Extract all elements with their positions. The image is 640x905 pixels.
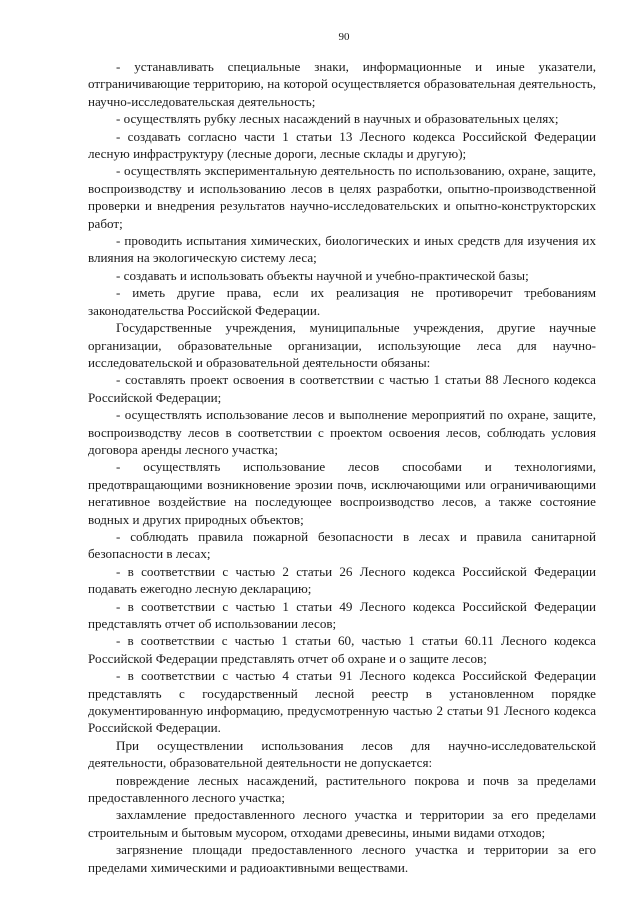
- prohibition-damage: повреждение лесных насаждений, растительного покрова и почв за пределами предоставленного лесного участка;: [88, 772, 596, 806]
- list-item-logging: - осуществлять рубку лесных насаждений в научных и образовательных целях;: [116, 111, 559, 127]
- page-number: 90: [338, 31, 350, 43]
- obligations-intro: Государственные учреждения, муниципальные учреждения, другие научные организации, образовательные организации, использующие леса для научно-исследовательской и образовательной деятельности обязаны:: [88, 320, 596, 370]
- list-item-experimental-activity: - осуществлять экспериментальную деятельность по использованию, охране, защите, воспроизводству и использованию лесов в целях разработки, опытно-производственной проверки и внедрения результатов научно-исследовательских и опытно-конструкторских работ;: [88, 163, 596, 231]
- list-item-erosion-prevention: - осуществлять использование лесов способами и технологиями, предотвращающими возникновение эрозии почв, исключающими или ограничивающими негативное воздействие на последующее воспроизводство лесов, а также состояние водных и других природных объектов;: [88, 459, 596, 527]
- list-item-protection-report: - в соответствии с частью 1 статьи 60, частью 1 статьи 60.11 Лесного кодекса Российской Федерации представлять отчет об охране и о защите лесов;: [88, 633, 596, 666]
- prohibitions-intro: При осуществлении использования лесов для научно-исследовательской деятельности, образовательной деятельности не допускается:: [88, 737, 596, 771]
- list-item-usage-report: - в соответствии с частью 1 статьи 49 Лесного кодекса Российской Федерации представлять отчет об использовании лесов;: [88, 598, 596, 631]
- list-item-infrastructure: - создавать согласно части 1 статьи 13 Лесного кодекса Российской Федерации лесную инфраструктуру (лесные дороги, лесные склады и другую);: [88, 128, 596, 162]
- document-page: [88, 30, 596, 876]
- list-item-forest-declaration: - в соответствии с частью 2 статьи 26 Лесного кодекса Российской Федерации подавать ежегодно лесную декларацию;: [88, 563, 596, 597]
- list-item-install-signs: - устанавливать специальные знаки, информационные и иные указатели, отграничивающие территорию, на которой осуществляется образовательная деятельность, научно-исследовательская деятельность;: [88, 59, 596, 109]
- list-item-forest-use-measures: - осуществлять использование лесов и выполнение мероприятий по охране, защите, воспроизводству лесов в соответствии с проектом освоения лесов, соблюдать условия договора аренды лесного участка;: [88, 407, 596, 457]
- prohibition-littering: захламление предоставленного лесного участка и территории за его пределами строительным и бытовым мусором, отходами древесины, иными видами отходов;: [88, 807, 596, 840]
- list-item-development-project: - составлять проект освоения в соответствии с частью 1 статьи 88 Лесного кодекса Российской Федерации;: [88, 372, 596, 405]
- prohibition-pollution: загрязнение площади предоставленного лесного участка и территории за его пределами химическими и радиоактивными веществами.: [88, 842, 596, 875]
- document-body: [88, 58, 596, 876]
- list-item-testing: - проводить испытания химических, биологических и иных средств для изучения их влияния на экологическую систему леса;: [88, 233, 596, 266]
- list-item-other-rights: - иметь другие права, если их реализация не противоречит требованиям законодательства Российской Федерации.: [88, 285, 596, 318]
- list-item-fire-safety: - соблюдать правила пожарной безопасности в лесах и правила санитарной безопасности в лесах;: [88, 528, 596, 562]
- list-item-research-base: - создавать и использовать объекты научной и учебно-практической базы;: [116, 267, 529, 283]
- list-item-forest-registry: - в соответствии с частью 4 статьи 91 Лесного кодекса Российской Федерации представлять с государственный лесной реестр в установленном порядке документированную информацию, предусмотренную частью 2 статьи 91 Лесного кодекса Российской Федерации.: [88, 668, 596, 736]
